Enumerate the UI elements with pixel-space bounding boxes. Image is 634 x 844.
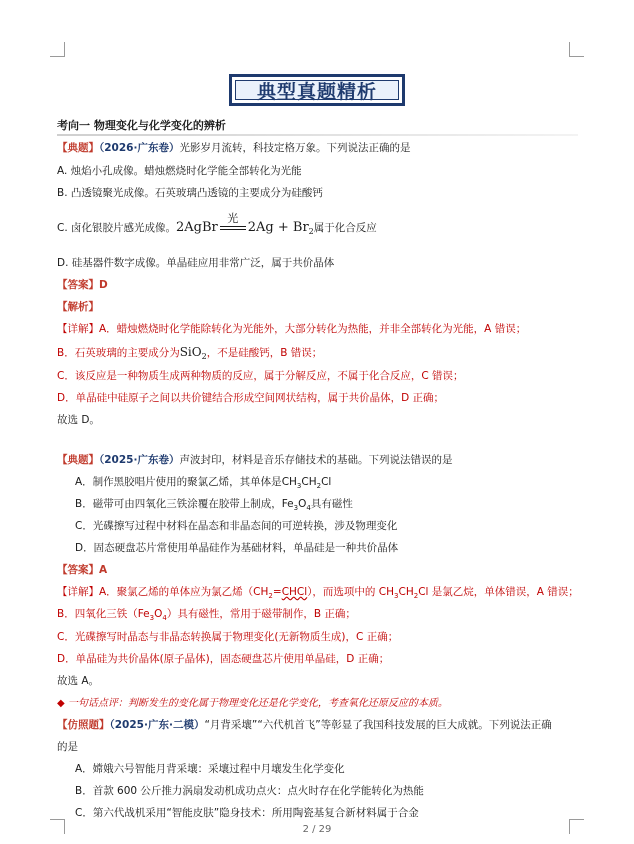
q2-source: （2025·广东卷） bbox=[99, 454, 180, 466]
q2-formula: CH bbox=[301, 476, 317, 488]
q2-answer: 【答案】A bbox=[57, 564, 108, 576]
q2-formula: O bbox=[298, 498, 307, 510]
page-number: 2 / 29 bbox=[302, 824, 332, 835]
q2-formula-sub: 3 bbox=[293, 504, 299, 513]
q1-stem: 光影岁月流转，科技定格万象。下列说法正确的是 bbox=[179, 142, 411, 154]
q2-formula: CH bbox=[281, 476, 297, 488]
q2-option-d: D．固态硬盘芯片常使用单晶硅作为基础材料，单晶硅是一种共价晶体 bbox=[75, 542, 399, 554]
q2-detail-a bbox=[57, 585, 579, 604]
q1-option-b: B. 凸透镜聚光成像。石英玻璃凸透镜的主要成分为硅酸钙 bbox=[57, 187, 323, 199]
q2-stem: 声波封印，材料是音乐存储技术的基础。下列说法错误的是 bbox=[179, 454, 453, 466]
q2-stem-line bbox=[57, 453, 452, 468]
q1-stem-line bbox=[57, 141, 410, 156]
q1-option-d: D. 硅基器件数字成像。单晶硅应用非常广泛，属于共价晶体 bbox=[57, 257, 335, 269]
crop-mark bbox=[569, 42, 584, 57]
q2-detail-b-pre: B．四氧化三铁（Fe bbox=[57, 608, 150, 620]
q1-tag: 【典题】 bbox=[57, 142, 99, 154]
q1-option-c-post: 属于化合反应 bbox=[313, 222, 377, 234]
q2-option-b bbox=[75, 497, 353, 516]
q1-source: （2026·广东卷） bbox=[99, 142, 180, 154]
q1-detail-c: C．该反应是一种物质生成两种物质的反应，属于分解反应，不属于化合反应，C 错误； bbox=[57, 370, 464, 382]
q1-analysis-tag: 【解析】 bbox=[57, 301, 99, 313]
q2-detail-sub: 2 bbox=[268, 592, 273, 601]
reaction-arrow bbox=[218, 212, 248, 235]
q1-conclusion: 故选 D。 bbox=[57, 414, 100, 426]
q2-detail-text: = bbox=[272, 586, 282, 598]
reaction-condition: 光 bbox=[227, 212, 239, 225]
q2-detail-a-pre: 【详解】A．聚氯乙烯的单体应为氯乙烯（CH bbox=[57, 586, 269, 598]
q2-detail-text: CH bbox=[398, 586, 414, 598]
q1-detail-b-pre: B．石英玻璃的主要成分为 bbox=[57, 347, 180, 359]
q3-option-a: A．嫦娥六号智能月背采壤：采壤过程中月壤发生化学变化 bbox=[75, 763, 345, 775]
q1-detail-d: D．单晶硅中硅原子之间以共价键结合形成空间网状结构，属于共价晶体，D 正确； bbox=[57, 392, 445, 404]
q1-detail-b-formula: SiO bbox=[179, 345, 202, 359]
q1-formula-rhs: 2Ag + Br bbox=[247, 220, 309, 235]
q2-formula-sub: 3 bbox=[296, 482, 302, 491]
q2-detail-sub: 2 bbox=[413, 592, 419, 601]
q3-stem-cont: 的是 bbox=[57, 741, 78, 753]
q1-detail-b bbox=[57, 345, 322, 364]
q2-option-a-text: A．制作黑胶唱片使用的聚氯乙烯，其单体是 bbox=[75, 476, 282, 488]
q2-conclusion: 故选 A。 bbox=[57, 675, 100, 687]
q2-detail-b bbox=[57, 607, 356, 626]
title-banner-inner bbox=[235, 80, 399, 103]
q3-stem-line bbox=[57, 718, 552, 733]
q2-detail-sub: 3 bbox=[149, 614, 155, 623]
q1-formula-sub: 2 bbox=[308, 227, 314, 237]
q2-formula: Fe bbox=[281, 498, 294, 510]
q2-detail-sub: 3 bbox=[394, 592, 399, 601]
page-title: 典型真题精析 bbox=[256, 80, 377, 103]
q2-tag: 【典题】 bbox=[57, 454, 99, 466]
q3-option-b: B．首款 600 公斤推力涡扇发动机成功点火：点火时存在化学能转化为热能 bbox=[75, 785, 424, 797]
q2-option-a bbox=[75, 475, 331, 494]
section-divider bbox=[57, 134, 578, 136]
q2-detail-text: Cl 是氯乙烷，单体错误，A 错误； bbox=[418, 586, 579, 598]
title-banner bbox=[229, 74, 405, 106]
q2-detail-c: C．光碟擦写时晶态与非晶态转换属于物理变化(无新物质生成)，C 正确； bbox=[57, 631, 399, 643]
q3-stem: “月背采壤”“六代机首飞”等彰显了我国科技发展的巨大成就。下列说法正确 bbox=[204, 719, 552, 731]
q2-detail-text: ），而选项中的 CH bbox=[307, 586, 395, 598]
q2-detail-text: O bbox=[154, 608, 163, 620]
q2-detail-text: ）具有磁性，常用于磁带制作，B 正确； bbox=[166, 608, 356, 620]
q1-detail-a: 【详解】A．蜡烛燃烧时化学能除转化为光能外，大部分转化为热能，并非全部转化为光能，A 错误； bbox=[57, 323, 527, 335]
q1-detail-b-post: ，不是硅酸钙，B 错误； bbox=[206, 347, 323, 359]
q1-option-c bbox=[57, 212, 377, 239]
q2-detail-d: D．单晶硅为共价晶体(原子晶体)，固态硬盘芯片使用单晶硅，D 正确； bbox=[57, 653, 390, 665]
section-title: 考向一 物理变化与化学变化的辨析 bbox=[57, 119, 226, 132]
q3-tag: 【仿照题】 bbox=[57, 719, 110, 731]
q1-answer: 【答案】D bbox=[57, 279, 108, 291]
q2-option-c: C．光碟擦写过程中材料在晶态和非晶态间的可逆转换，涉及物理变化 bbox=[75, 520, 398, 532]
q2-formula-sub: 2 bbox=[316, 482, 322, 491]
q2-detail-wave: CHCl bbox=[281, 586, 308, 598]
q3-option-c: C．第六代战机采用“智能皮肤”隐身技术：所用陶瓷基复合新材料属于合金 bbox=[75, 807, 419, 819]
q3-source: （2025·广东·二模） bbox=[109, 719, 205, 731]
q1-option-a: A. 烛焰小孔成像。蜡烛燃烧时化学能全部转化为光能 bbox=[57, 165, 302, 177]
q1-detail-b-sub: 2 bbox=[201, 352, 207, 362]
q2-option-b-text: B．磁带可由四氧化三铁涂覆在胶带上制成， bbox=[75, 498, 282, 510]
q2-formula: Cl bbox=[321, 476, 332, 488]
q2-comment: ◆ 一句话点评：判断发生的变化属于物理变化还是化学变化，考查氧化还原反应的本质。 bbox=[57, 698, 448, 709]
q2-option-b-post: 具有磁性 bbox=[310, 498, 353, 510]
crop-mark bbox=[50, 42, 65, 57]
q2-detail-sub: 4 bbox=[162, 614, 167, 623]
q1-formula-lhs: 2AgBr bbox=[176, 220, 218, 235]
q2-formula-sub: 4 bbox=[306, 504, 311, 513]
q1-option-c-text: C. 卤化银胶片感光成像。 bbox=[57, 222, 177, 234]
